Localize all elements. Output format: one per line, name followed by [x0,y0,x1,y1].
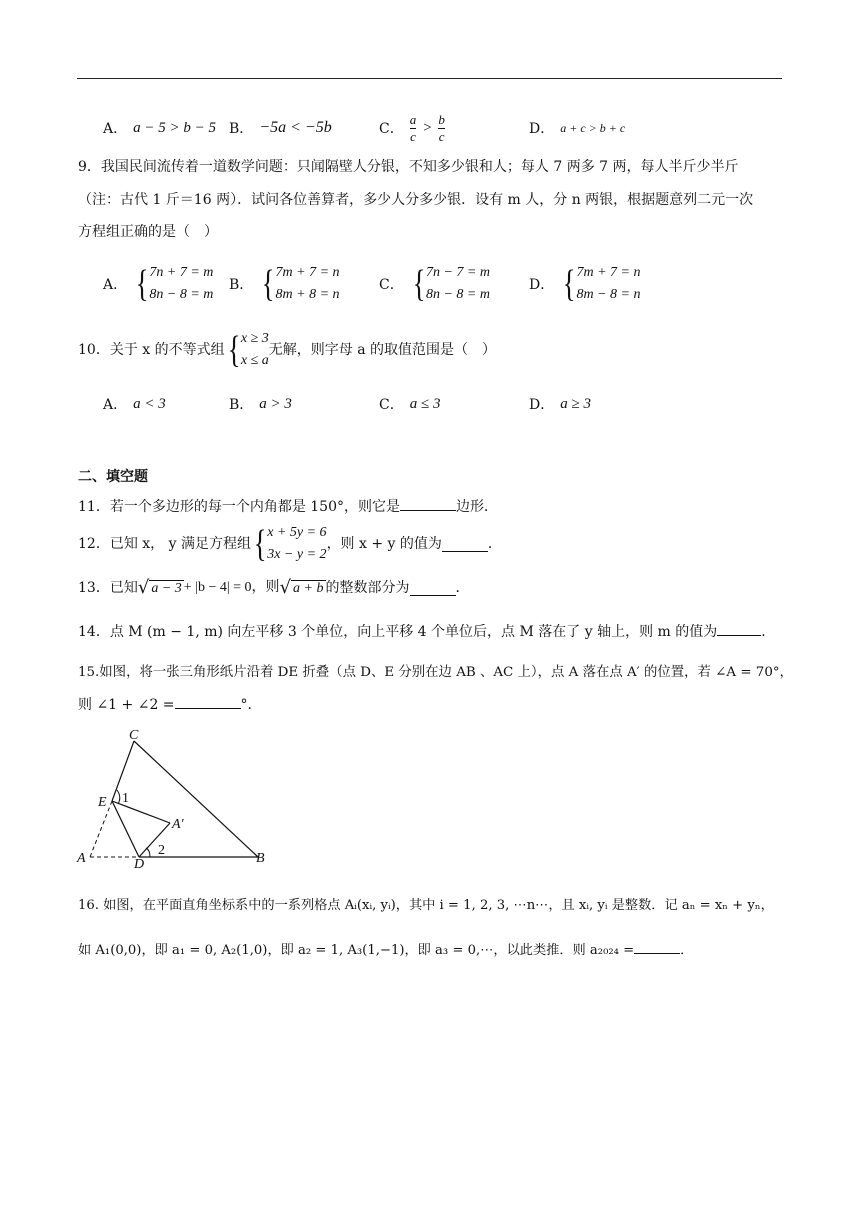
q15-suffix: °． [240,697,262,713]
q10-suffix: 无解，则字母 a 的取值范围是（ ） [268,342,497,358]
q10-option-c[interactable] [379,394,529,414]
option-label: A． [103,397,128,413]
q8-option-c[interactable] [379,113,529,144]
label-c: C [129,728,139,743]
fraction-a-over-c: $\frac{a}{c}$ [409,111,417,144]
sqrt-expression: √ a + b [279,577,324,598]
q13-mid2: 的整数部分为 [325,580,410,596]
equation-system: { 7n + 7 = m 8n − 8 = m [135,263,214,305]
q16-prefix: 如 A₁(0,0)，即 a₁ = 0, A₂(1,0)，即 a₂ = 1, A₃(1,−1)，即 a₃ = 0,⋯，以此类推．则 a₂₀₂₄ = [78,943,635,958]
q12-mid: ，则 x + y 的值为 [326,536,442,552]
q15-line-2 [78,695,262,715]
q10-option-b[interactable] [229,394,379,414]
q10-option-d[interactable] [529,394,591,414]
option-label: B． [229,277,254,293]
answer-blank[interactable] [634,953,680,954]
equation-system: { x + 5y = 6 3x − y = 2 [253,523,327,565]
answer-blank[interactable] [410,581,456,596]
q14-suffix: ． [761,624,776,640]
q11-text: 11．若一个多边形的每一个内角都是 150°，则它是 [78,499,400,515]
option-label: C． [379,121,404,137]
equation-system: { 7m + 7 = n 8m − 8 = n [562,263,641,305]
q16-suffix: ． [680,943,694,958]
option-expr: a − 5 > b − 5 [133,119,216,136]
q13-suffix: ． [455,580,470,596]
angle-1-arc [117,790,120,804]
label-e: E [98,795,107,810]
q9-option-a[interactable] [103,262,229,306]
q13-prefix: 13．已知 [78,580,138,596]
answer-blank[interactable] [400,510,456,511]
gt-sign: > [422,119,433,136]
q14-stem [78,622,775,642]
option-expr: −5a < −5b [259,119,332,136]
label-a: A [77,851,86,866]
q10-stem [78,328,496,372]
option-label: D． [529,277,555,293]
option-label: B． [229,397,254,413]
q8-option-b[interactable] [229,118,379,138]
q12-prefix: 12．已知 x， y 满足方程组 [78,536,251,552]
q8-option-a[interactable] [103,118,229,138]
edge-cb [134,741,258,857]
answer-blank[interactable] [442,537,488,552]
q16-line-2 [78,941,693,961]
q9-option-d[interactable] [529,262,641,306]
option-label: D． [529,121,555,137]
label-angle-1: 1 [122,791,129,806]
option-label: A． [103,277,128,293]
inequality-system: { x ≥ 3 x ≤ a [227,329,269,371]
option-label: C． [379,397,404,413]
q13-stem [78,578,470,598]
option-expr: a + c > b + c [560,120,626,135]
q9-line-2: （注：古代 1 斤＝16 两）．试问各位善算者，多少人分多少银．设有 m 人，分 n 两银，根据题意列二元一次 [78,192,754,208]
q10-prefix: 10．关于 x 的不等式组 [78,342,225,358]
label-d: D [134,857,145,868]
answer-blank[interactable] [175,708,241,709]
q12-suffix: ． [487,536,502,552]
q10-option-a[interactable] [103,394,229,414]
q11-stem [78,497,498,517]
label-angle-2: 2 [158,843,165,858]
q9-option-b[interactable] [229,262,379,306]
option-expr: a ≥ 3 [560,395,591,412]
option-label: A． [103,121,128,137]
triangle-figure [74,726,274,868]
edge-da-prime [139,823,170,857]
label-a-prime: A′ [172,817,184,832]
q8-options [103,112,783,144]
q9-option-c[interactable] [379,262,529,306]
option-label: C． [379,277,404,293]
fraction-b-over-c: $\frac{b}{c}$ [438,111,445,144]
answer-blank[interactable] [717,635,761,636]
option-expr: a ≤ 3 [409,395,441,412]
q12-stem [78,522,502,566]
q13-mid1: + |b − 4| = 0，则 [183,580,280,595]
option-label: B． [229,121,254,137]
option-expr: a > 3 [259,395,292,412]
q16-line-1: 16. 如图，在平面直角坐标系中的一系列格点 Aᵢ(xᵢ, yᵢ)，其中 i = 1, 2, 3, ⋯n⋯，且 xᵢ, yᵢ 是整数．记 aₙ = xₙ + yₙ， [78,898,774,913]
option-label: D． [529,397,555,413]
q9-line-1: 9．我国民间流传着一道数学问题：只闻隔壁人分银，不知多少银和人；每人 7 两多 7 两，每人半斤少半斤 [78,159,739,175]
section-title: 二、填空题 [78,469,148,485]
q9-options [103,260,783,308]
option-expr: a < 3 [133,395,166,412]
q10-options [103,392,783,416]
q15-prefix: 则 ∠1 + ∠2 = [78,697,175,713]
label-b: B [256,851,265,866]
q11-suffix: 边形． [456,499,498,515]
q14-text: 14．点 M (m − 1, m) 向左平移 3 个单位，向上平移 4 个单位后，点 M 落在了 y 轴上，则 m 的值为 [78,624,718,640]
sqrt-expression: √ a − 3 [137,577,182,598]
header-rule [77,78,782,79]
q15-line-1: 15.如图，将一张三角形纸片沿着 DE 折叠（点 D、E 分别在边 AB 、AC 上），点 A 落在点 A′ 的位置，若 ∠A = 70°， [78,665,793,680]
equation-system: { 7n − 7 = m 8n − 8 = m [412,263,490,305]
q9-line-3: 方程组正确的是（ ） [78,224,218,240]
q8-option-d[interactable] [529,118,625,138]
equation-system: { 7m + 7 = n 8m + 8 = n [262,263,340,305]
